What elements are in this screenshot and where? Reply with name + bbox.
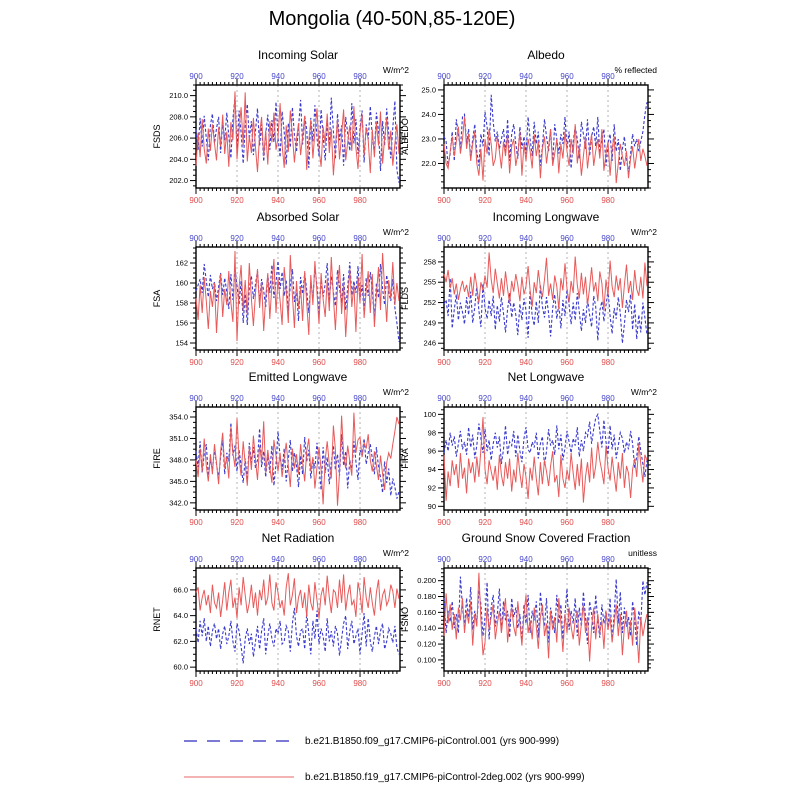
chart-fsno — [396, 526, 706, 699]
x-tick-label-bottom: 900 — [189, 518, 203, 527]
page-title: Mongolia (40-50N,85-120E) — [268, 8, 516, 30]
x-tick-label-top: 960 — [312, 72, 326, 81]
y-axis-label: FLDS — [400, 286, 410, 311]
y-tick-label: 0.140 — [417, 623, 436, 633]
x-tick-label-bottom: 980 — [353, 196, 367, 205]
x-tick-label-top: 940 — [271, 555, 285, 564]
x-tick-label-top: 940 — [271, 234, 285, 243]
x-tick-label-top: 940 — [519, 555, 533, 564]
y-tick-label: 23.0 — [421, 134, 436, 144]
series-solid — [444, 417, 647, 503]
x-tick-label-top: 980 — [601, 234, 615, 243]
units-label: W/m^2 — [630, 227, 657, 237]
x-tick-label-top: 900 — [189, 555, 203, 564]
x-tick-label-bottom: 980 — [601, 679, 615, 688]
legend-item-2deg — [183, 769, 585, 785]
legend-label: b.e21.B1850.f19_g17.CMIP6-piControl-2deg.002 (yrs 900-999) — [305, 771, 585, 783]
x-tick-label-bottom: 900 — [437, 358, 451, 367]
legend-line-solid — [183, 773, 295, 781]
y-tick-label: 24.0 — [421, 109, 436, 119]
x-tick-label-bottom: 980 — [353, 358, 367, 367]
chart-title: Incoming Longwave — [492, 210, 600, 224]
x-tick-label-bottom: 980 — [601, 358, 615, 367]
units-label: unitless — [628, 548, 657, 558]
x-tick-label-top: 920 — [478, 72, 492, 81]
y-tick-label: 100 — [423, 409, 436, 419]
y-tick-label: 60.0 — [173, 662, 188, 672]
x-tick-label-bottom: 960 — [312, 196, 326, 205]
units-label: W/m^2 — [382, 548, 409, 558]
x-tick-label-bottom: 960 — [560, 679, 574, 688]
x-tick-label-bottom: 940 — [519, 518, 533, 527]
x-tick-label-top: 920 — [478, 555, 492, 564]
y-tick-label: 342.0 — [169, 498, 188, 508]
x-tick-label-bottom: 980 — [353, 518, 367, 527]
x-tick-label-bottom: 940 — [271, 196, 285, 205]
y-axis-label: FSDS — [152, 124, 162, 149]
y-tick-label: 348.0 — [169, 455, 188, 465]
x-tick-label-bottom: 960 — [312, 358, 326, 367]
x-tick-label-bottom: 960 — [560, 358, 574, 367]
x-tick-label-bottom: 920 — [230, 518, 244, 527]
x-tick-label-bottom: 900 — [189, 679, 203, 688]
x-tick-label-bottom: 900 — [189, 358, 203, 367]
x-tick-label-bottom: 940 — [519, 679, 533, 688]
chart-title: Emitted Longwave — [248, 370, 348, 384]
series-dashed — [444, 278, 647, 343]
y-tick-label: 0.160 — [417, 607, 436, 617]
series-dashed — [196, 608, 399, 663]
y-tick-label: 156 — [175, 318, 188, 328]
y-tick-label: 204.0 — [169, 154, 188, 164]
x-tick-label-bottom: 900 — [437, 679, 451, 688]
x-tick-label-top: 940 — [519, 234, 533, 243]
chart-title: Net Radiation — [261, 531, 335, 545]
y-axis-label: FSA — [152, 289, 162, 308]
x-tick-label-top: 900 — [189, 394, 203, 403]
y-tick-label: 0.100 — [417, 655, 436, 665]
units-label: % reflected — [614, 65, 657, 75]
chart-canvas-albedo — [396, 43, 706, 211]
chart-title: Albedo — [527, 48, 565, 62]
x-tick-label-top: 960 — [560, 555, 574, 564]
x-tick-label-bottom: 920 — [478, 679, 492, 688]
chart-flds — [396, 205, 706, 378]
x-tick-label-bottom: 960 — [312, 679, 326, 688]
x-tick-label-top: 900 — [437, 555, 451, 564]
x-tick-label-bottom: 980 — [601, 518, 615, 527]
y-tick-label: 354.0 — [169, 412, 188, 422]
y-tick-label: 255 — [423, 277, 436, 287]
y-tick-label: 0.120 — [417, 639, 436, 649]
y-tick-label: 154 — [175, 338, 188, 348]
chart-title: Incoming Solar — [257, 48, 339, 62]
y-tick-label: 162 — [175, 258, 188, 268]
y-tick-label: 345.0 — [169, 476, 188, 486]
chart-title: Ground Snow Covered Fraction — [461, 531, 631, 545]
legend-label: b.e21.B1850.f09_g17.CMIP6-piControl.001 (yrs 900-999) — [305, 735, 560, 747]
y-axis-label: ALBEDO — [400, 118, 410, 155]
chart-canvas-fsno — [396, 526, 706, 694]
x-tick-label-bottom: 920 — [478, 196, 492, 205]
x-tick-label-bottom: 940 — [271, 679, 285, 688]
y-tick-label: 64.0 — [173, 611, 188, 621]
units-label: W/m^2 — [382, 227, 409, 237]
x-tick-label-top: 900 — [189, 234, 203, 243]
chart-title: Net Longwave — [507, 370, 585, 384]
y-tick-label: 208.0 — [169, 112, 188, 122]
y-tick-label: 252 — [423, 298, 436, 308]
x-tick-label-top: 960 — [560, 234, 574, 243]
y-tick-label: 206.0 — [169, 133, 188, 143]
legend-item-control — [183, 733, 559, 749]
y-axis-label: FIRE — [152, 448, 162, 469]
y-tick-label: 90 — [427, 501, 436, 511]
y-tick-label: 351.0 — [169, 433, 188, 443]
chart-canvas-fira — [396, 365, 706, 533]
x-tick-label-top: 940 — [271, 72, 285, 81]
x-tick-label-bottom: 920 — [230, 358, 244, 367]
x-tick-label-top: 980 — [601, 72, 615, 81]
y-tick-label: 210.0 — [169, 91, 188, 101]
chart-albedo — [396, 43, 706, 216]
series-solid — [196, 573, 399, 618]
x-tick-label-bottom: 920 — [230, 196, 244, 205]
x-tick-label-bottom: 940 — [271, 518, 285, 527]
x-tick-label-bottom: 980 — [601, 196, 615, 205]
x-tick-label-top: 920 — [478, 234, 492, 243]
y-axis-label: FIRA — [400, 448, 410, 469]
x-tick-label-bottom: 920 — [230, 679, 244, 688]
x-tick-label-bottom: 920 — [478, 518, 492, 527]
series-solid — [196, 413, 399, 506]
x-tick-label-top: 960 — [312, 555, 326, 564]
legend-line-dashed — [183, 737, 295, 745]
x-tick-label-bottom: 940 — [519, 196, 533, 205]
y-tick-label: 96 — [427, 446, 436, 456]
y-tick-label: 0.180 — [417, 592, 436, 602]
units-label: W/m^2 — [630, 387, 657, 397]
y-axis-label: FSNO — [400, 606, 410, 633]
x-tick-label-top: 960 — [560, 394, 574, 403]
y-tick-label: 160 — [175, 278, 188, 288]
x-tick-label-top: 980 — [601, 394, 615, 403]
x-tick-label-top: 920 — [478, 394, 492, 403]
y-tick-label: 246 — [423, 338, 436, 348]
units-label: W/m^2 — [382, 387, 409, 397]
x-tick-label-top: 980 — [353, 72, 367, 81]
y-tick-label: 158 — [175, 298, 188, 308]
x-tick-label-top: 940 — [519, 394, 533, 403]
x-tick-label-top: 920 — [230, 72, 244, 81]
y-tick-label: 66.0 — [173, 585, 188, 595]
chart-canvas-flds — [396, 205, 706, 373]
x-tick-label-top: 960 — [312, 394, 326, 403]
x-tick-label-bottom: 920 — [478, 358, 492, 367]
plot-frame — [196, 568, 400, 671]
y-axis-label: RNET — [152, 607, 162, 632]
x-tick-label-bottom: 960 — [560, 518, 574, 527]
x-tick-label-top: 980 — [353, 394, 367, 403]
x-tick-label-bottom: 980 — [353, 679, 367, 688]
y-tick-label: 25.0 — [421, 85, 436, 95]
x-tick-label-bottom: 900 — [437, 196, 451, 205]
x-tick-label-top: 900 — [189, 72, 203, 81]
x-tick-label-top: 980 — [601, 555, 615, 564]
x-tick-label-top: 940 — [519, 72, 533, 81]
y-tick-label: 98 — [427, 428, 436, 438]
y-tick-label: 249 — [423, 318, 436, 328]
x-tick-label-top: 940 — [271, 394, 285, 403]
y-tick-label: 92 — [427, 483, 436, 493]
x-tick-label-bottom: 940 — [519, 358, 533, 367]
x-tick-label-top: 960 — [312, 234, 326, 243]
y-tick-label: 258 — [423, 257, 436, 267]
x-tick-label-bottom: 960 — [560, 196, 574, 205]
x-tick-label-top: 980 — [353, 555, 367, 564]
x-tick-label-bottom: 940 — [271, 358, 285, 367]
chart-title: Absorbed Solar — [256, 210, 340, 224]
x-tick-label-bottom: 960 — [312, 518, 326, 527]
x-tick-label-top: 920 — [230, 394, 244, 403]
x-tick-label-top: 920 — [230, 234, 244, 243]
x-tick-label-top: 960 — [560, 72, 574, 81]
x-tick-label-top: 900 — [437, 234, 451, 243]
y-tick-label: 62.0 — [173, 636, 188, 646]
x-tick-label-bottom: 900 — [437, 518, 451, 527]
x-tick-label-top: 900 — [437, 72, 451, 81]
x-tick-label-top: 980 — [353, 234, 367, 243]
x-tick-label-top: 900 — [437, 394, 451, 403]
y-tick-label: 22.0 — [421, 158, 436, 168]
x-tick-label-bottom: 900 — [189, 196, 203, 205]
y-tick-label: 202.0 — [169, 176, 188, 186]
units-label: W/m^2 — [382, 65, 409, 75]
y-tick-label: 0.200 — [417, 576, 436, 586]
chart-fira — [396, 365, 706, 538]
y-tick-label: 94 — [427, 465, 436, 475]
x-tick-label-top: 920 — [230, 555, 244, 564]
